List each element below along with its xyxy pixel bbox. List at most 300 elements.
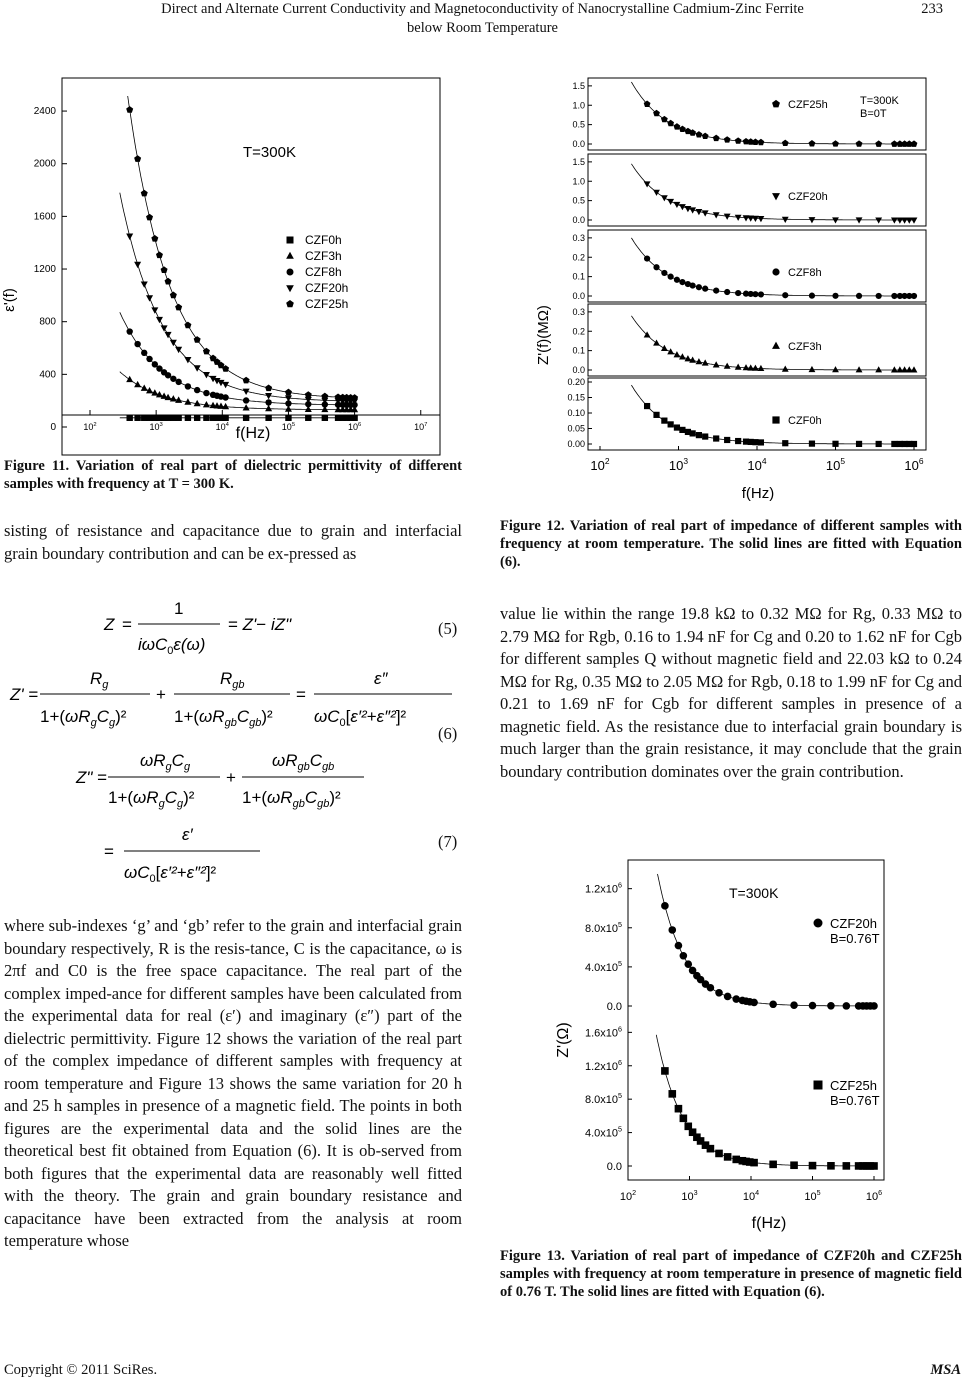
square-marker (674, 424, 680, 430)
circle-marker (680, 952, 688, 960)
pentagon-marker (175, 304, 182, 311)
circle-marker (265, 399, 271, 405)
triangle-down-marker (782, 217, 789, 223)
square-marker (856, 441, 862, 447)
square-marker (175, 415, 181, 421)
pentagon-marker (286, 300, 294, 307)
triangle-down-marker (126, 234, 133, 240)
running-header (0, 0, 965, 38)
circle-marker (735, 290, 741, 296)
fig12-annotation-temp: T=300K (860, 95, 899, 107)
svg-text:ωRgCg: $\omega R_gC_g$ (140, 751, 191, 773)
pentagon-marker (809, 140, 816, 146)
triangle-marker (911, 366, 918, 372)
pentagon-marker (151, 235, 158, 242)
square-marker (126, 415, 132, 421)
circle-marker (832, 293, 838, 299)
pentagon-marker (875, 140, 882, 146)
fig12-ytick-label: 1.5 (572, 80, 585, 91)
triangle-marker (809, 366, 816, 372)
triangle-marker (286, 252, 294, 259)
svg-text:=: = (122, 615, 132, 634)
circle-marker (203, 390, 209, 396)
circle-marker (661, 270, 667, 276)
svg-text:1+(ωRgCg)²: $1+(\omega R_gC_g)^2$ (40, 707, 127, 729)
svg-text:=: = (296, 685, 306, 704)
circle-marker (758, 291, 764, 297)
circle-marker (870, 1002, 878, 1010)
triangle-marker (832, 366, 839, 372)
triangle-down-marker (161, 325, 168, 331)
square-marker (661, 1067, 669, 1075)
triangle-down-marker (809, 217, 816, 223)
fig11-ytick-label: 1600 (33, 211, 56, 223)
figure-13-caption: Figure 13. Variation of real part of impedance of CZF20h and CZF25h samples with frequency at room temperature in presence of magnetic field of 0.76 T. The solid lines are fitted with Equation (6). (500, 1248, 962, 1300)
figure-12-caption: Figure 12. Variation of real part of impedance of different samples with frequency at room temperature. The solid lines are fitted with Equation (6). (500, 518, 962, 570)
circle-marker (724, 993, 732, 1001)
fig12-ytick-label: 0.1 (572, 271, 585, 282)
left-paragraph-2: where sub-indexes ‘g’ and ‘gb’ refer to the grain and interfacial grain boundary respectively, R is the resis-tance, C is the capacitance, ω is 2πf and C0 is the free space capacitance. The real part of the complex imped-ance for different samples have been calculated from the experimental data for real (ε′) and imaginary (ε″) part of the dielectric permittivity. Figure 12 shows the variation of the real part of the complex impedance of different samples with frequency at room temperature and Figure 13 shows the same variation for 20 h and 25 h samples in presence of a magnetic field. The points in both figures are the experimental data and the solid lines are the theoretical best fit obtained from Equation (6). It is ob-served from both figures that the experimental data are reasonably well fitted with the theory. The grain and grain boundary resistance and capacitance have been extracted from the analysis at room temperature whose (4, 916, 462, 1250)
triangle-down-marker (735, 215, 742, 221)
square-marker (287, 237, 294, 244)
fig12-ytick-label: 0.0 (572, 215, 585, 225)
square-marker (782, 440, 788, 446)
tick-label: $4.0x10^5$ (584, 1125, 622, 1140)
tick-label: $10^3$ (681, 1189, 698, 1203)
eq7-number: (7) (438, 832, 458, 851)
fig12-ytick-label: 0.5 (572, 119, 585, 130)
triangle-down-marker (141, 281, 148, 287)
circle-marker (911, 293, 917, 299)
svg-text:ε′: ε′ (182, 825, 193, 844)
figure-12-chart (500, 70, 940, 510)
square-marker (351, 415, 357, 421)
tick-label: 0.0 (606, 1161, 622, 1173)
square-marker (322, 415, 328, 421)
circle-marker (843, 1002, 851, 1010)
tick-label: $10^5$ (804, 1189, 821, 1203)
square-marker (679, 427, 685, 433)
triangle-down-marker (286, 285, 294, 292)
svg-text:=: = (104, 842, 114, 861)
pentagon-marker (184, 322, 191, 329)
fit-curve (631, 385, 914, 444)
circle-marker (827, 1002, 835, 1010)
tick-label: $10^4$ (742, 1189, 760, 1203)
equations-block (10, 598, 470, 898)
triangle-down-marker (752, 216, 759, 222)
square-marker (690, 430, 696, 436)
svg-text:1: 1 (174, 599, 184, 618)
fig13-legend-label: CZF25h (830, 1078, 877, 1093)
triangle-down-marker (891, 217, 898, 223)
tick-label: $10^5$ (281, 421, 296, 432)
circle-marker (750, 999, 758, 1007)
fig11-ytick-label: 1200 (33, 264, 56, 276)
tick-label: $1.6x10^6$ (584, 1025, 622, 1040)
tick-label: $1.2x10^6$ (584, 881, 622, 896)
tick-label: $10^7$ (414, 421, 428, 432)
square-marker (680, 1115, 688, 1123)
square-marker (870, 1162, 878, 1170)
circle-marker (661, 902, 669, 910)
triangle-marker (126, 376, 133, 382)
square-marker (750, 1159, 758, 1167)
fit-curve (631, 238, 914, 296)
fig12-ytick-label: 0.0 (572, 291, 585, 301)
square-marker (827, 1162, 835, 1170)
pentagon-marker (856, 140, 863, 146)
right-paragraph-1: value lie within the range 19.8 kΩ to 0.32 MΩ for Rg, 0.33 MΩ to 2.79 MΩ for Rgb, 0.16 to 1.94 nF for Cg and 0.20 to 1.62 nF for Cgb for different samples Q without magnetic field and 22.03 kΩ to 0.24 MΩ for Rg, 0.35 MΩ to 2.05 MΩ for Rgb, 0.18 to 1.99 nF for Cg and 0.21 to 1.69 nF for Cgb for different samples in presence of a magnetic field. As the resistance due to interfacial grain boundary is much larger than the grain resistance, it may conclude that the grain boundary contribution dominates over the grain contribution. (500, 604, 962, 781)
fig12-ytick-label: 0.2 (572, 252, 585, 263)
pentagon-marker (735, 137, 742, 143)
pentagon-marker (782, 140, 789, 146)
header-title-line1: Direct and Alternate Current Conductivity and Magnetoconductivity of Nanocrystalline Cadmium-Zinc Ferrite (161, 1, 804, 17)
svg-text:= Z'− iZ": = Z'− iZ" (228, 615, 292, 634)
fig11-legend-label: CZF3h (305, 249, 342, 263)
pentagon-marker (305, 391, 312, 398)
circle-marker (891, 293, 897, 299)
pentagon-marker (321, 393, 328, 400)
triangle-down-marker (203, 372, 210, 378)
eq5-lhs: Z (104, 615, 115, 634)
tick-label: $1.2x10^6$ (584, 1058, 622, 1073)
fig12-ytick-label: 0.3 (572, 232, 585, 243)
fig12-ytick-label: 0.2 (572, 326, 585, 337)
circle-marker (222, 394, 228, 400)
circle-marker (141, 350, 147, 356)
pentagon-marker (170, 292, 177, 299)
square-marker (265, 415, 271, 421)
square-marker (772, 416, 779, 423)
circle-marker (175, 379, 181, 385)
circle-marker (707, 984, 715, 992)
circle-marker (668, 274, 674, 280)
triangle-down-marker (875, 217, 882, 223)
square-marker (243, 415, 249, 421)
fig12-panel-label: CZF20h (788, 191, 828, 203)
figure-13-chart (540, 860, 940, 1240)
tick-label: $10^2$ (83, 421, 97, 432)
square-marker (790, 1161, 798, 1169)
square-marker (285, 415, 291, 421)
fig12-ytick-label: 0.0 (572, 139, 585, 149)
triangle-marker (758, 365, 765, 371)
fig12-panel-label: CZF8h (788, 267, 822, 279)
circle-marker (679, 279, 685, 285)
svg-text:1+(ωRgCg)²: $1+(\omega R_gC_g)^2$ (108, 788, 195, 810)
fig12-ylabel: Z'(f)(MΩ) (535, 305, 552, 365)
fig12-ytick-label: 1.0 (572, 100, 585, 111)
triangle-down-marker (856, 217, 863, 223)
footer-journal: MSA (930, 1362, 961, 1378)
svg-text:Rgb: $R_{gb}$ (220, 669, 245, 691)
circle-marker (668, 926, 676, 934)
circle-marker (724, 289, 730, 295)
fig11-legend-label: CZF0h (305, 233, 342, 247)
square-marker (715, 1150, 723, 1158)
fig13-xlabel: f(Hz) (751, 1215, 787, 1232)
pentagon-marker (661, 116, 668, 122)
svg-text:ωC0[ε′²+ε″²]²: $\omega C_0[\varepsilon'^2+\varepsilon''^2]^2$ (124, 863, 217, 885)
fig12-panel-label: CZF0h (788, 415, 822, 427)
svg-text:Z" =: Z" = (76, 768, 108, 787)
tick-label: $10^6$ (347, 421, 362, 432)
triangle-marker (661, 345, 668, 351)
square-marker (696, 432, 702, 438)
fig12-ytick-label: 1.0 (572, 176, 585, 187)
circle-marker (684, 960, 692, 968)
square-marker (769, 1161, 777, 1169)
circle-marker (782, 292, 788, 298)
tick-label: $10^4$ (747, 456, 767, 473)
square-marker (668, 421, 674, 427)
pentagon-marker (772, 100, 780, 107)
square-marker (724, 437, 730, 443)
fig13-ylabel: Z'(Ω) (555, 1022, 572, 1058)
triangle-marker (875, 366, 882, 372)
square-marker (668, 1090, 676, 1098)
pentagon-marker (679, 126, 686, 132)
square-marker (809, 441, 815, 447)
circle-marker (644, 255, 650, 261)
triangle-marker (141, 385, 148, 391)
fig12-panel-label: CZF25h (788, 99, 828, 111)
circle-marker (809, 293, 815, 299)
triangle-marker (222, 403, 229, 409)
fig11-ytick-label: 400 (39, 369, 56, 381)
fig12-ytick-label: 0.00 (567, 439, 585, 449)
triangle-marker (772, 342, 780, 349)
pentagon-marker (146, 214, 153, 221)
svg-text:ε″: ε″ (374, 669, 388, 688)
square-marker (843, 1162, 851, 1170)
circle-marker (287, 269, 294, 276)
triangle-marker (782, 366, 789, 372)
triangle-down-marker (661, 195, 668, 201)
circle-marker (856, 293, 862, 299)
fig12-annotation-field: B=0T (860, 108, 887, 120)
circle-marker (713, 287, 719, 293)
square-marker (134, 415, 140, 421)
fit-curve (631, 164, 914, 220)
left-paragraph-1: sisting of resistance and capacitance due to grain and interfacial grain boundary contribution and can be ex-pressed as (4, 521, 462, 563)
fig12-xlabel: f(Hz) (741, 485, 775, 502)
circle-marker (809, 1002, 817, 1010)
svg-text:Rg: $R_g$ (90, 669, 109, 691)
square-marker (194, 415, 200, 421)
fig12-ytick-label: 0.20 (567, 377, 585, 387)
square-marker (661, 418, 667, 424)
tick-label: $10^2$ (590, 456, 610, 473)
pentagon-marker (696, 131, 703, 137)
tick-label: $10^2$ (619, 1189, 637, 1203)
page-number: 233 (921, 1, 943, 17)
tick-label: $10^3$ (668, 456, 689, 473)
pentagon-marker (194, 336, 201, 343)
triangle-marker (891, 366, 898, 372)
pentagon-marker (702, 133, 709, 139)
pentagon-marker (285, 389, 292, 396)
circle-marker (876, 293, 882, 299)
circle-marker (772, 268, 779, 275)
fig13-annotation: T=300K (729, 885, 779, 901)
tick-label: $10^6$ (904, 456, 924, 473)
svg-text:ωRgbCgb: $\omega R_{gb}C_{gb}$ (272, 751, 335, 773)
pentagon-marker (243, 377, 250, 384)
triangle-down-marker (165, 332, 172, 338)
square-marker (707, 1145, 715, 1153)
footer-copyright: Copyright © 2011 SciRes. (4, 1362, 158, 1378)
fig12-ytick-label: 0.3 (572, 306, 585, 317)
fig12-ytick-label: 0.15 (567, 392, 585, 403)
pentagon-marker (165, 278, 172, 285)
square-marker (752, 439, 758, 445)
circle-marker (134, 341, 140, 347)
circle-marker (243, 397, 249, 403)
tick-label: $10^5$ (825, 456, 846, 473)
square-marker (653, 412, 659, 418)
triangle-down-marker (832, 217, 839, 223)
circle-marker (690, 282, 696, 288)
pentagon-marker (832, 140, 839, 146)
fig11-legend-label: CZF20h (305, 281, 349, 295)
circle-marker (790, 1001, 798, 1009)
circle-marker (126, 328, 132, 334)
pentagon-marker (667, 120, 674, 126)
svg-text:iωC0ε(ω): iωC$_0$ε(ω) (138, 635, 206, 657)
triangle-marker (265, 405, 272, 411)
circle-marker (696, 284, 702, 290)
square-marker (675, 1105, 683, 1113)
square-marker (222, 415, 228, 421)
figure-11-caption: Figure 11. Variation of real part of dielectric permittivity of different samples with frequency at T = 300 K. (4, 458, 462, 492)
pentagon-marker (161, 266, 168, 273)
triangle-down-marker (667, 199, 674, 205)
fig12-panel-label: CZF3h (788, 341, 822, 353)
square-marker (203, 415, 209, 421)
triangle-down-marker (146, 295, 153, 301)
tick-label: $8.0x10^5$ (584, 920, 622, 935)
square-marker (758, 439, 764, 445)
triangle-down-marker (134, 262, 141, 268)
square-marker (832, 441, 838, 447)
circle-marker (146, 356, 152, 362)
pentagon-marker (156, 251, 163, 258)
fig12-ytick-label: 0.5 (572, 195, 585, 206)
fig12-panel-frame (588, 230, 926, 302)
header-title-line2: below Room Temperature (407, 20, 558, 36)
triangle-marker (856, 366, 863, 372)
fig12-ytick-label: 0.1 (572, 345, 585, 356)
square-marker (814, 1081, 823, 1090)
triangle-marker (243, 404, 250, 410)
pentagon-marker (141, 190, 148, 197)
fig11-ylabel: ε'(f) (1, 288, 18, 312)
pentagon-marker (758, 139, 765, 145)
svg-text:+: + (156, 685, 166, 704)
tick-label: $10^6$ (865, 1189, 883, 1203)
tick-label: $10^4$ (215, 421, 229, 432)
figure-11-chart (0, 60, 470, 450)
fig13-legend-field: B=0.76T (830, 931, 880, 946)
triangle-marker (653, 339, 660, 345)
tick-label: $8.0x10^5$ (584, 1092, 622, 1107)
fig11-legend-label: CZF25h (305, 297, 349, 311)
svg-text:1+(ωRgbCgb)²: $1+(\omega R_{gb}C_{gb})^2$ (174, 707, 273, 729)
square-marker (891, 441, 897, 447)
triangle-down-marker (911, 217, 918, 223)
svg-text:Z' =: Z' = (10, 685, 39, 704)
fig12-ytick-label: 0.05 (567, 423, 585, 434)
svg-text:+: + (226, 768, 236, 787)
fig11-xlabel: f(Hz) (235, 425, 271, 442)
circle-marker (165, 372, 171, 378)
pentagon-marker (126, 106, 133, 113)
triangle-down-marker (758, 216, 765, 222)
pentagon-marker (911, 140, 918, 146)
eq5-number: (5) (438, 619, 458, 638)
triangle-down-marker (194, 365, 201, 371)
fit-curve (631, 316, 914, 370)
circle-marker (752, 291, 758, 297)
circle-marker (674, 277, 680, 283)
svg-text:1+(ωRgbCgb)²: $1+(\omega R_{gb}C_{gb})^2$ (242, 788, 341, 810)
triangle-down-marker (653, 190, 660, 196)
circle-marker (702, 286, 708, 292)
triangle-marker (134, 381, 141, 387)
circle-marker (185, 383, 191, 389)
fig12-panel-frame (588, 304, 926, 376)
fig12-ytick-label: 0.10 (567, 408, 585, 418)
square-marker (713, 435, 719, 441)
fig11-plot-frame (62, 78, 440, 455)
pentagon-marker (713, 135, 720, 141)
square-marker (724, 1153, 732, 1161)
fig11-ytick-label: 2000 (33, 158, 56, 170)
eq6-number: (6) (438, 724, 458, 743)
fig11-legend-label: CZF8h (305, 265, 342, 279)
triangle-down-marker (151, 307, 158, 313)
triangle-marker (667, 348, 674, 354)
fig11-annotation: T=300K (243, 144, 296, 161)
circle-marker (715, 989, 723, 997)
square-marker (305, 415, 311, 421)
tick-label: $10^3$ (149, 421, 163, 432)
circle-marker (675, 942, 683, 950)
fig12-panel-frame (588, 154, 926, 226)
fig12-ytick-label: 1.5 (572, 156, 585, 167)
square-marker (185, 415, 191, 421)
fig11-ytick-label: 800 (39, 316, 56, 328)
circle-marker (194, 387, 200, 393)
circle-marker (769, 1000, 777, 1008)
tick-label: $4.0x10^5$ (584, 959, 622, 974)
fig11-ytick-label: 2400 (33, 106, 56, 118)
triangle-marker (735, 364, 742, 370)
fig11-ytick-label: 0 (50, 422, 56, 433)
square-marker (735, 438, 741, 444)
square-marker (644, 403, 650, 409)
square-marker (876, 441, 882, 447)
pentagon-marker (265, 385, 272, 392)
fig13-legend-label: CZF20h (830, 916, 877, 931)
circle-marker (653, 264, 659, 270)
triangle-marker (752, 365, 759, 371)
fig12-ytick-label: 0.0 (572, 365, 585, 375)
tick-label: 0.0 (606, 1001, 622, 1013)
svg-text:ωC0[ε′²+ε″²]²: $\omega C_0[\varepsilon'^2+\varepsilon''^2]^2$ (314, 707, 407, 729)
